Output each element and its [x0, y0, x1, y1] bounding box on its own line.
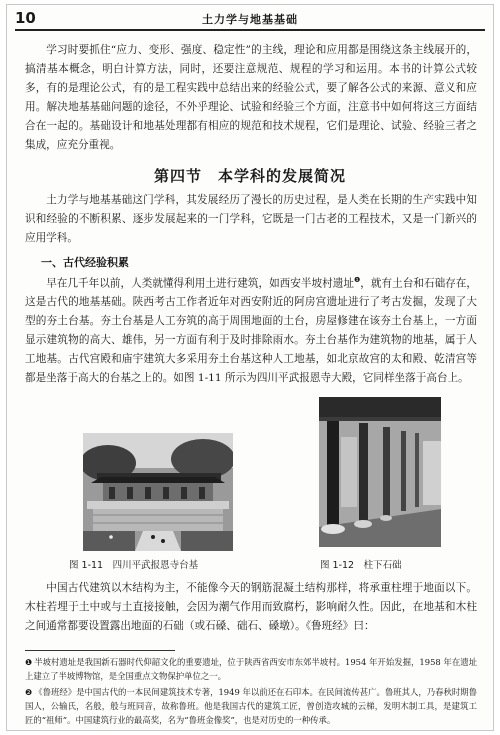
body-text-part-1: 早在几千年以前，人类就懂得利用土进行建筑，如西安半坡村遗址: [46, 277, 354, 290]
body-text-part-2: ，就有土台和石础存在，这是古代的地基基础。陕西考古工作者近年对西安附近的阿房宫遗址进行了考古发掘，发现了大型的夯土台基。夯土台基是人工夯筑的高于周围地面的土台，房屋修建在该夯土台基上，一方面显示建筑物的高大、雄伟，另一方面有利于及时排除雨水。夯土台基作为建筑物的地基，属于人工地基。古代宫殿和庙宇建筑大多采用夯土台基这种人工地基，如北京故宫的太和殿、乾清宫等都是坐落于高大的台基之上的。如图 1-11 所示为四川平武报恩寺大殿，它同样坐落于高台上。: [25, 277, 478, 385]
running-title: 土力学与地基基础: [202, 13, 298, 26]
page-number: 10: [15, 9, 36, 27]
figure-1-11-caption: 图 1-11 四川平武报恩寺台基: [69, 560, 199, 571]
intro-paragraph: 学习时要抓住“应力、变形、强度、稳定性”的主线，理论和应用都是围绕这条主线展开的，搞清基本概念，明白计算方法，同时，还要注意规范、规程的学习和运用。本书的计算公式较多，有的是理论公式，有的是工程实践中总结出来的经验公式，要了解各公式的来源、意义和应用。解决地基基础问题的途径，不外乎理论、试验和经验三个方面，注意书中如何将这三方面结合在一起的。基础设计和地基处理都有相应的规范和技术规程，它们是理论、试验、经验三者之集成，应充分重视。: [25, 44, 477, 151]
page-header: [15, 7, 485, 31]
temple-platform-image: [83, 433, 233, 551]
footnote-1-text: 半坡村遗址是我国新石器时代仰韶文化的重要遗址，位于陕西省西安市东郊半坡村。1954 年开始发掘，1958 年在遗址上建立了半坡博物馆，是全国重点文物保护单位之一。: [25, 657, 478, 681]
footnote-2-mark: ❷: [25, 688, 33, 697]
closing-paragraph: 中国古代建筑以木结构为主，不能像今天的钢筋混凝土结构那样，将承重柱埋于地面以下。木柱若埋于土中或与土直接接触，会因为潮气作用而致腐朽，影响耐久性。因此，在地基和木柱之间通常都要设置露出地面的石础（或石磉、础石、磉墩）。《鲁班经》曰：: [25, 582, 477, 632]
footnote-1: [25, 656, 477, 684]
body-paragraph: [25, 271, 477, 388]
footnote-2-text: 《鲁班经》是中国古代的一本民间建筑技术专著，1949 年以前还在石印本。在民间流传甚广。鲁班其人，乃春秋时期鲁国人，公输氏，名般，般与班同音，故称鲁班。他是我国古代的建筑工匠，曾创造攻城的云梯，发明木制工具，是建筑工匠的“祖师”。中国建筑行业的最高奖，名为“鲁班金像奖”，也是对历史的一种传承。: [25, 687, 478, 725]
figure-1-11-photo: [83, 433, 233, 551]
header-rule: [15, 29, 485, 31]
subsection-title: 一、古代经验积累: [41, 256, 129, 269]
footnote-rule: [25, 650, 175, 651]
section-title: 第四节 本学科的发展简况: [153, 167, 346, 185]
footnote-1-mark: ❶: [25, 658, 33, 667]
column-stone-base-image: [319, 397, 441, 547]
footnote-2: [25, 686, 477, 727]
section-lead-paragraph: 土力学与地基基础这门学科，其发展经历了漫长的历史过程，是人类在长期的生产实践中知识和经验的不断积累、逐步发展起来的一门学科，它既是一门古老的工程技术，又是一门新兴的应用学科。: [25, 194, 477, 244]
figure-1-12-photo: [319, 397, 441, 547]
footnote-mark-1: ❶: [353, 276, 361, 284]
figure-1-12-caption: 图 1-12 柱下石础: [320, 560, 402, 571]
book-page: [6, 4, 494, 731]
